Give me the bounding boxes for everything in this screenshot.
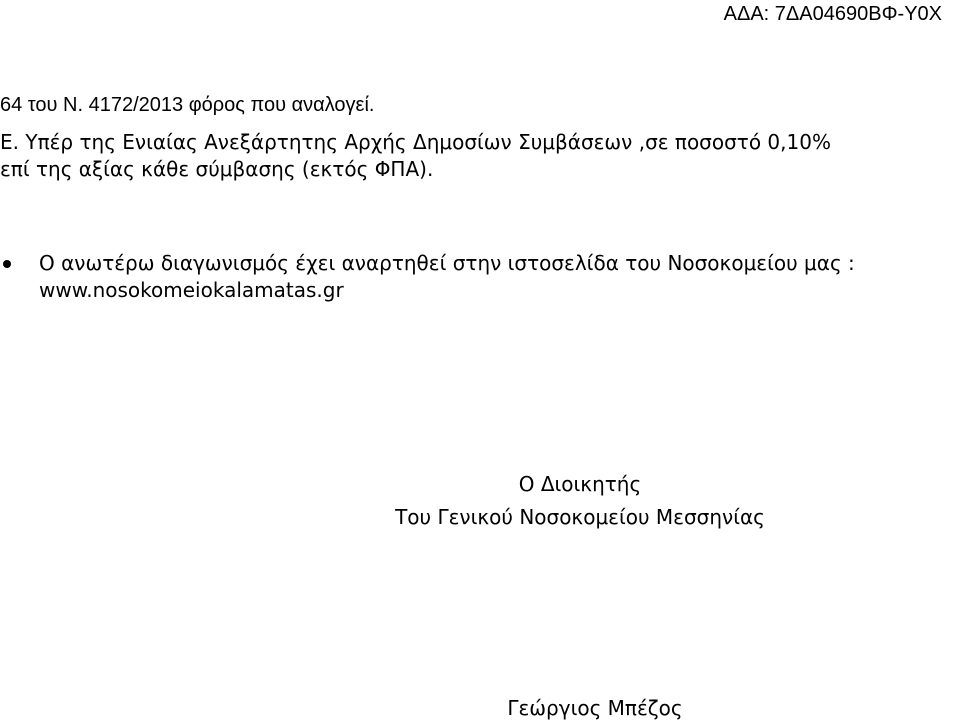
bullet-dot-icon [3,260,11,268]
paragraph-tax-law: 64 του Ν. 4172/2013 φόρος που αναλογεί. [0,94,375,116]
paragraph-line-2: επί της αξίας κάθε σύμβασης (εκτός ΦΠΑ). [0,157,434,181]
signature-role: Ο Διοικητής [518,472,642,496]
signature-title [300,468,860,534]
signature-organization: Του Γενικού Νοσοκομείου Μεσσηνίας [395,505,765,529]
bullet-line-1: Ο ανωτέρω διαγωνισμός έχει αναρτηθεί στην ιστοσελίδα του Νοσοκομείου μας : [39,251,855,275]
list-marker: Ε. [0,130,19,154]
paragraph-line-1-text: Υπέρ της Ενιαίας Ανεξάρτητης Αρχής Δημοσίων Συμβάσεων ,σε ποσοστό 0,10% [19,130,831,154]
bullet-text [39,250,855,304]
paragraph-authority-fee [0,129,831,183]
paragraph-line-1 [0,129,831,156]
document-id: ΑΔΑ: 7ΔΑ04690ΒΦ-Υ0Χ [723,3,942,25]
signatory-name: Γεώργιος Μπέζος [507,696,683,720]
website-link[interactable]: www.nosokomeiokalamatas.gr [39,278,344,302]
